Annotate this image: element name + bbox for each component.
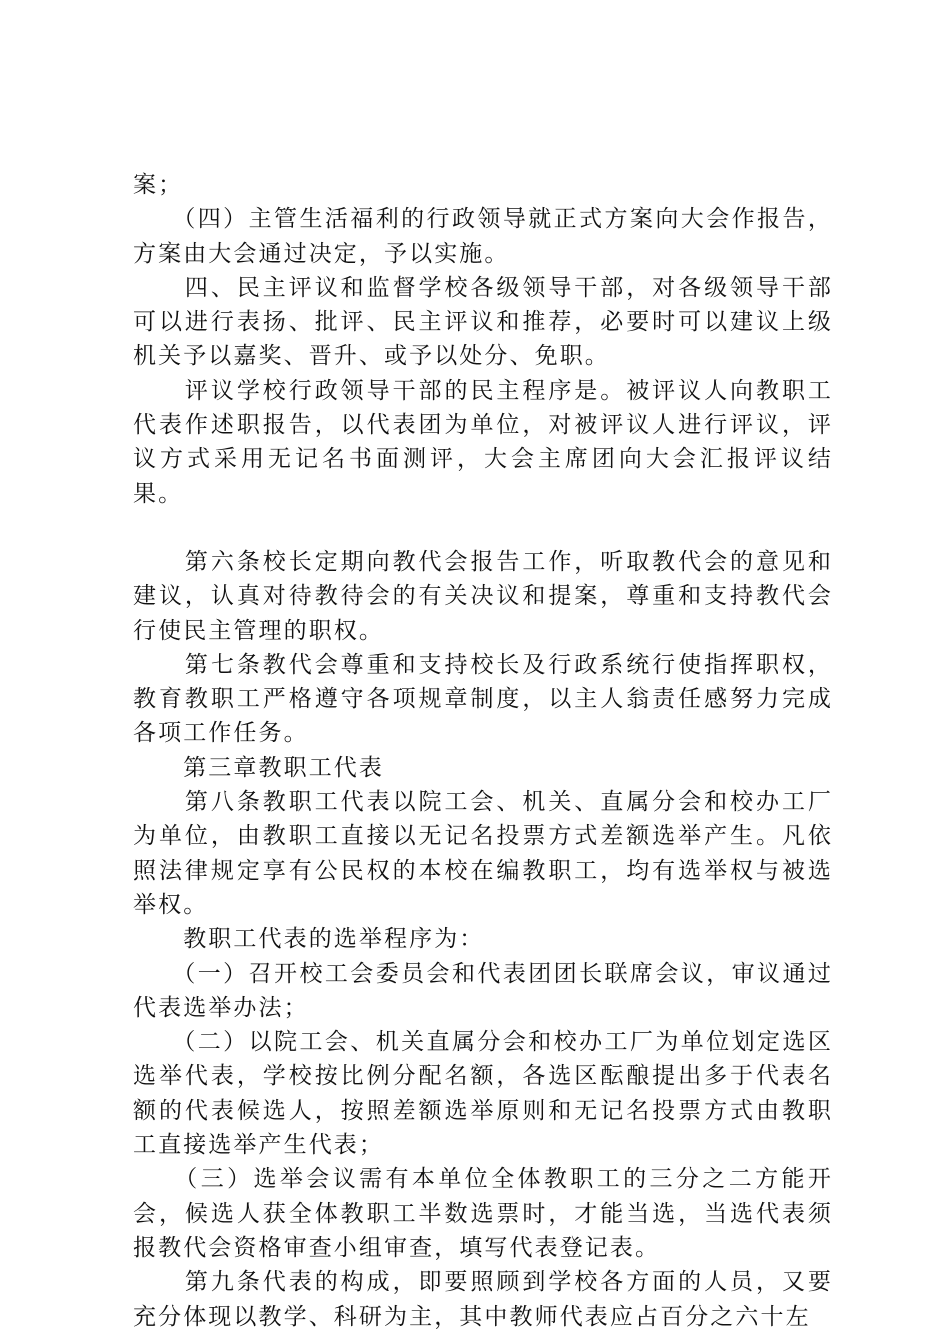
- paragraph-article-7: 第七条教代会尊重和支持校长及行政系统行使指挥职权，教育教职工严格遵守各项规章制度，以主人翁责任感努力完成各项工作任务。: [133, 651, 833, 747]
- chapter-heading: 第三章教职工代表: [133, 754, 384, 781]
- paragraph-4: 评议学校行政领导干部的民主程序是。被评议人向教职工代表作述职报告，以代表团为单位，对被评议人进行评议，评议方式采用无记名书面测评，大会主席团向大会汇报评议结果。: [133, 377, 833, 507]
- paragraph-article-6: 第六条校长定期向教代会报告工作，听取教代会的意见和建议，认真对待教待会的有关决议和提案，尊重和支持教代会行使民主管理的职权。: [133, 548, 833, 644]
- paragraph-3: 四、民主评议和监督学校各级领导干部，对各级领导干部可以进行表扬、批评、民主评议和推荐，必要时可以建议上级机关予以嘉奖、晋升、或予以处分、免职。: [133, 274, 833, 370]
- blank-line: [133, 511, 833, 545]
- paragraph-1: 案；: [133, 172, 184, 198]
- paragraph-item-1: （一）召开校工会委员会和代表团团长联席会议，审议通过代表选举办法；: [133, 960, 833, 1021]
- paragraph-election-procedure: 教职工代表的选举程序为：: [133, 926, 485, 953]
- paragraph-article-9: 第九条代表的构成，即要照顾到学校各方面的人员，又要充分体现以教学、科研为主，其中教师代表应占百分之六十左: [133, 1269, 833, 1330]
- paragraph-2: （四）主管生活福利的行政领导就正式方案向大会作报告，方案由大会通过决定，予以实施。: [133, 206, 833, 267]
- document-page: [133, 168, 833, 1334]
- paragraph-item-3: （三）选举会议需有本单位全体教职工的三分之二方能开会，候选人获全体教职工半数选票时，才能当选，当选代表须报教代会资格审查小组审查，填写代表登记表。: [133, 1166, 833, 1261]
- paragraph-item-2: （二）以院工会、机关直属分会和校办工厂为单位划定选区选举代表，学校按比例分配名额，各选区酝酿提出多于代表名额的代表候选人，按照差额选举原则和无记名投票方式由教职工直接选举产生代表；: [133, 1029, 833, 1159]
- paragraph-article-8: 第八条教职工代表以院工会、机关、直属分会和校办工厂为单位，由教职工直接以无记名投票方式差额选举产生。凡依照法律规定享有公民权的本校在编教职工，均有选举权与被选举权。: [133, 789, 833, 918]
